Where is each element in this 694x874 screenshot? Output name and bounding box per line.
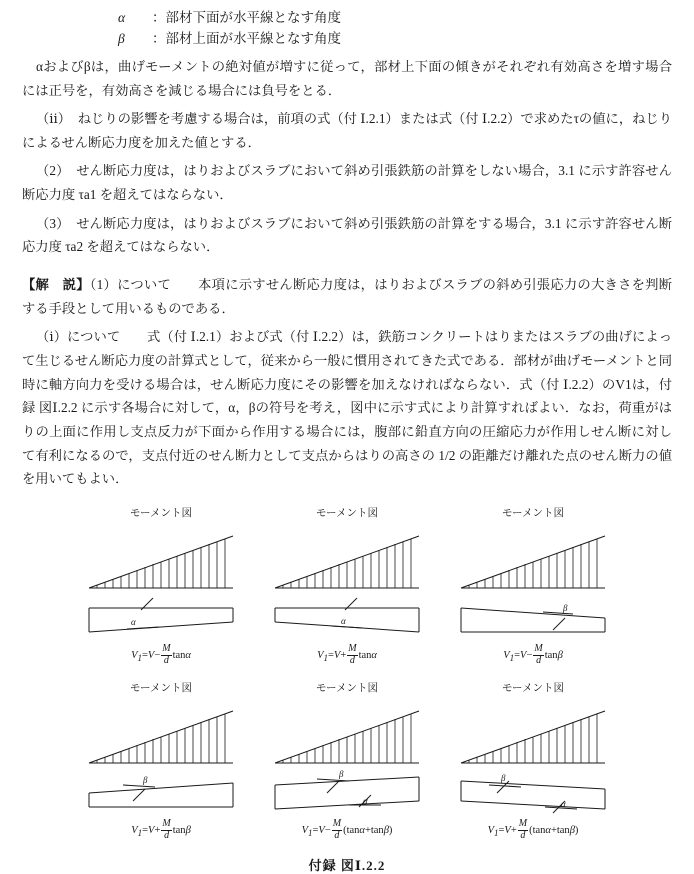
figure-cell-5-angle-label-alpha: α [363, 796, 368, 806]
figure-cell-6-angle-label-alpha: α [561, 799, 566, 809]
figure-cell-4-angle-label: β [143, 775, 148, 785]
figure-cell-1-angle-label: α [131, 617, 136, 627]
paragraph-kaisetsu-1 [22, 273, 672, 320]
figure-cell-3-equation: V1=V− $\frac{M}{d}$ tanβ [503, 643, 563, 666]
figure-cell-1-top-label: モーメント図 [129, 508, 193, 519]
paragraph-ii: （ⅱ） ねじりの影響を考慮する場合は，前項の式（付 Ⅰ.2.1）または式（付 Ⅰ.2.2）で求めたτの値に，ねじりによるせん断応力度を加えた値とする． [22, 111, 673, 150]
figure-cell-5-diagram [267, 697, 427, 817]
figure-cell-6 [453, 680, 613, 841]
definition-alpha-text: ：部材下面が水平線となす角度 [152, 10, 341, 25]
symbol-alpha: α [118, 10, 126, 25]
figure-cell-4 [81, 680, 241, 841]
figure-block [0, 505, 694, 874]
figure-cell-3-angle-label: β [563, 603, 568, 613]
document-page [0, 8, 694, 873]
symbol-beta: β [118, 30, 125, 46]
definition-alpha [0, 8, 694, 29]
symbol-definitions [0, 8, 694, 50]
figure-cell-2 [267, 505, 427, 666]
figure-cell-1-diagram [81, 522, 241, 642]
kaisetsu-heading: 【解 説】 [22, 277, 90, 293]
figure-cell-6-equation: V1=V+ $\frac{M}{d}$ (tanα+tanβ) [487, 818, 579, 841]
figure-grid [0, 505, 694, 841]
figure-cell-1 [81, 505, 241, 666]
figure-cell-2-equation: V1=V+ $\frac{M}{d}$ tanα [317, 643, 377, 666]
figure-cell-3-top-label: モーメント図 [501, 508, 565, 519]
figure-cell-6-diagram [453, 697, 613, 817]
figure-cell-4-diagram [81, 697, 241, 817]
paragraph-2: （2） せん断応力度は，はりおよびスラブにおいて斜め引張鉄筋の計算をしない場合，3.1 に示す許容せん断応力度 τa1 を超えてはならない． [22, 163, 672, 203]
figure-cell-3-diagram [453, 522, 613, 642]
figure-cell-3 [453, 505, 613, 666]
figure-cell-5-equation: V1=V− $\frac{M}{d}$ (tanα+tanβ) [301, 818, 393, 841]
paragraph-alpha-beta: αおよびβは，曲げモーメントの絶対値が増すに従って，部材上下面の傾きがそれぞれ有効高さを増す場合には正号を，有効高さを減じる場合には負号をとる． [22, 58, 672, 98]
paragraph-kaisetsu-i: （ⅰ）について 式（付 Ⅰ.2.1）および式（付 Ⅰ.2.2）は，鉄筋コンクリートはりまたはスラブの曲げによって生じるせん断応力度の計算式として，従来から一般に慣用されてきた式である．部材が曲げモーメントと同時に軸方向力を受ける場合は，せん断応力度にその影響を加えなければならない．式（付 Ⅰ.2.2）のV1は，付録 図Ⅰ.2.2 に示す各場合に対して，α，βの符号を考え，図中に示す式により計算すればよい．なお，荷重がはりの上面に作用し支点反力が下面から作用する場合には，腹部に鉛直方向の圧縮応力が作用しせん断に対して有利になるので，支点付近のせん断力として支点からはりの高さの 1/2 の距離だけ離れた点のせん断力の値を用いてもよい． [22, 329, 672, 487]
figure-cell-4-top-label: モーメント図 [129, 683, 193, 694]
definition-beta-text: ：部材上面が水平線となす角度 [152, 30, 341, 46]
figure-cell-1-equation: V1=V− $\frac{M}{d}$ tanα [131, 643, 191, 666]
figure-cell-4-equation: V1=V+ $\frac{M}{d}$ tanβ [131, 818, 191, 841]
figure-cell-2-top-label: モーメント図 [315, 508, 379, 519]
definition-beta [0, 29, 694, 50]
figure-cell-2-angle-label: α [341, 616, 346, 626]
figure-cell-6-angle-label-beta: β [501, 773, 506, 783]
paragraph-3: （3） せん断応力度は，はりおよびスラブにおいて斜め引張鉄筋の計算をする場合，3.1 に示す許容せん断応力度 τa2 を超えてはならない． [22, 215, 672, 255]
figure-cell-5 [267, 680, 427, 841]
figure-cell-2-diagram [267, 522, 427, 642]
figure-cell-5-top-label: モーメント図 [315, 683, 379, 694]
figure-cell-5-angle-label-beta: β [339, 769, 344, 779]
figure-cell-6-top-label: モーメント図 [501, 683, 565, 694]
figure-caption: 付録 図Ⅰ.2.2 [308, 858, 386, 873]
kaisetsu-1-text: （1）について 本項に示すせん断応力度は，はりおよびスラブの斜め引張応力の大きさを判断する手段として用いるものである． [22, 277, 673, 316]
